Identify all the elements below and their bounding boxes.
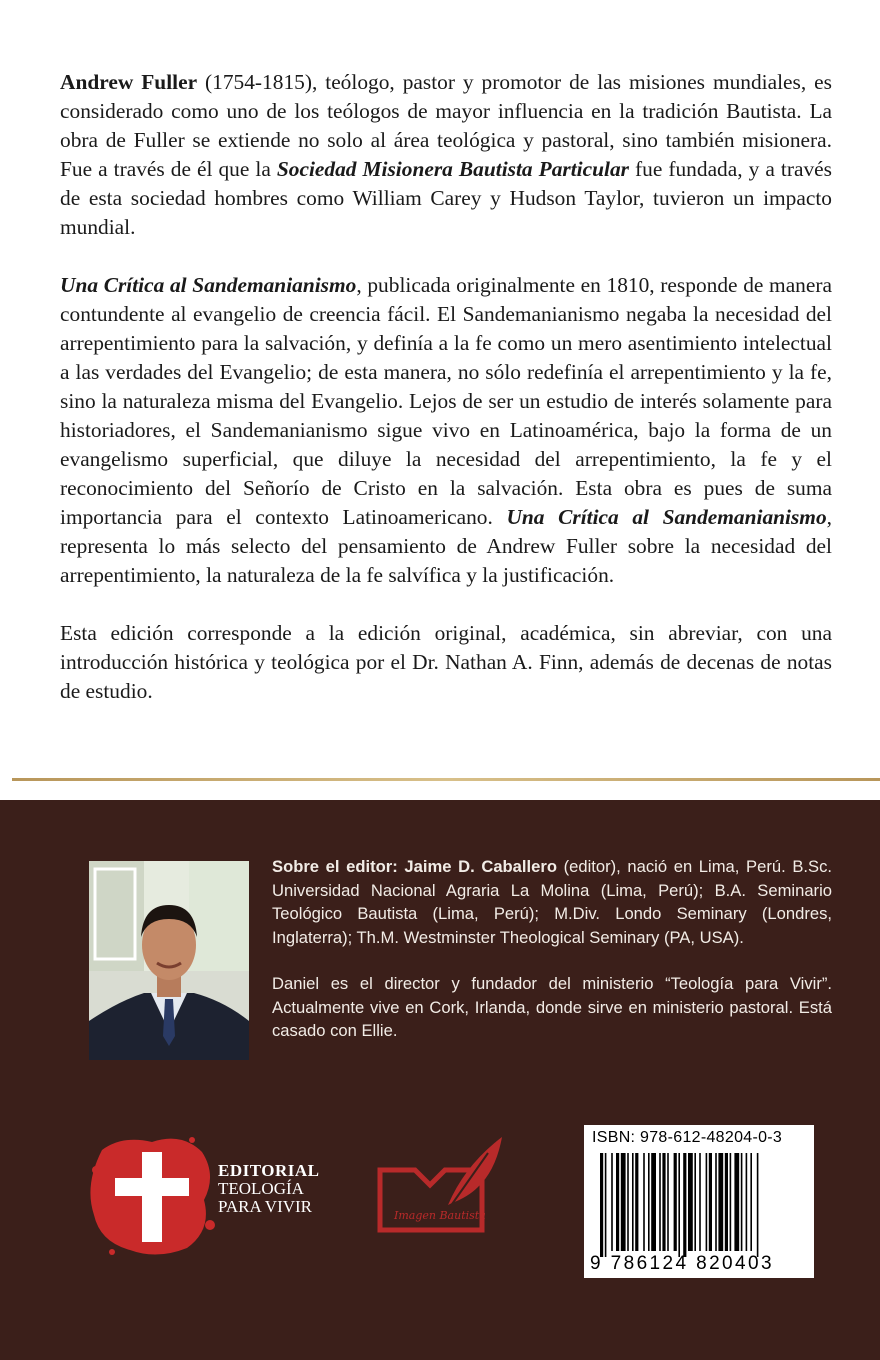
- editor-photo: [89, 861, 249, 1060]
- barcode-bar: [605, 1153, 607, 1257]
- description-paragraph-1: Andrew Fuller (1754-1815), teólogo, pastor y promotor de las misiones mundiales, es considerado como uno de los teólogos de mayor influencia en la tradición Bautista. La obra de Fuller se extiende no solo al área teológica y pastoral, sino también misionera. Fue a través de él que la Sociedad Misionera Bautista Particular fue fundada, y a través de esta sociedad hombres como William Carey y Hudson Taylor, tuvieron un impacto mundial.: [60, 70, 832, 239]
- barcode-bar: [709, 1153, 712, 1251]
- barcode-bar: [750, 1153, 752, 1251]
- barcode-digits: 9 786124 820403: [590, 1253, 774, 1274]
- imagen-bautista-logo: [370, 1135, 510, 1235]
- isbn-label: ISBN: 978-612-48204-0-3: [592, 1129, 783, 1146]
- imprint-logo-text: Imagen Bautista: [394, 1209, 486, 1222]
- editorial-line-3: PARA VIVIR: [218, 1197, 313, 1216]
- editorial-name: [218, 1162, 328, 1216]
- barcode-bar: [621, 1153, 626, 1251]
- editor-bio: [272, 855, 832, 1066]
- editor-portrait-image: [89, 861, 249, 1060]
- barcode-bar: [632, 1153, 634, 1251]
- editor-bio-paragraph-1: Sobre el editor: Jaime D. Caballero (editor), nació en Lima, Perú. B.Sc. Universidad Nacional Agraria La Molina (Lima, Perú); B.A. Seminario Teológico Bautista (Lima, Perú); M.Div. Londo Seminary (Londres, Inglaterra); Th.M. Westminster Theological Seminary (PA, USA).: [272, 857, 832, 947]
- book-title: Una Crítica al Sandemanianismo: [60, 273, 357, 297]
- gold-divider: [12, 778, 880, 781]
- author-name: Andrew Fuller: [60, 70, 198, 94]
- barcode-bar: [746, 1153, 748, 1251]
- barcode-bar: [611, 1153, 613, 1251]
- description-paragraph-3: Esta edición corresponde a la edición original, académica, sin abreviar, con una introducción histórica y teológica por el Dr. Nathan A. Finn, además de decenas de notas de estudio.: [60, 621, 832, 703]
- barcode-bar: [635, 1153, 638, 1251]
- barcode-bar: [662, 1153, 665, 1251]
- barcode-bar: [659, 1153, 661, 1251]
- description-paragraph-2: Una Crítica al Sandemanianismo, publicada originalmente en 1810, responde de manera contundente al evangelio de creencia fácil. El Sandemanianismo negaba la necesidad del arrepentimiento para la salvación, y definía a la fe como un mero asentimiento intelectual a las verdades del Evangelio; de esta manera, no sólo redefinía el arrepentimiento y la fe, sino la naturaleza misma del Evangelio. Lejos de ser un estudio de interés solamente para historiadores, el Sandemanianismo sigue vivo en Latinoamérica, bajo la forma de un evangelismo superficial, que diluye la necesidad del arrepentimiento, la fe y el reconocimiento del Señorío de Cristo en la salvación. Esta obra es pues de suma importancia para el contexto Latinoamericano. Una Crítica al Sandemanianismo, representa lo más selecto del pensamiento de Andrew Fuller sobre la necesidad del arrepentimiento, la naturaleza de la fe salvífica y la justificación.: [60, 273, 832, 587]
- editorial-line-1: EDITORIAL: [218, 1161, 320, 1180]
- barcode-bar: [651, 1153, 656, 1251]
- barcode-bar: [741, 1153, 743, 1251]
- barcode-bar: [688, 1153, 693, 1251]
- barcode-bar: [667, 1153, 669, 1251]
- barcode-bar: [600, 1153, 603, 1257]
- barcode-bar: [678, 1153, 680, 1257]
- quill-logo-icon: [370, 1135, 510, 1235]
- editor-bio-paragraph-2: Daniel es el director y fundador del ministerio “Teología para Vivir”. Actualmente vive en Cork, Irlanda, donde sirve en ministerio pastoral. Está casado con Ellie.: [272, 974, 832, 1040]
- barcode-bar: [674, 1153, 677, 1251]
- cross-logo-icon: [82, 1130, 222, 1260]
- barcode-bar: [616, 1153, 619, 1251]
- barcode-bar: [699, 1153, 701, 1251]
- barcode-bar: [718, 1153, 723, 1251]
- barcode-bar: [648, 1153, 650, 1251]
- barcode-bar: [706, 1153, 708, 1251]
- barcode-bar: [683, 1153, 686, 1257]
- barcode-bar: [715, 1153, 717, 1251]
- barcode-bar: [757, 1153, 759, 1257]
- isbn-barcode: [584, 1125, 814, 1278]
- editorial-line-2: TEOLOGÍA: [218, 1179, 304, 1198]
- book-title-repeat: Una Crítica al Sandemanianismo: [506, 505, 827, 529]
- barcode-bar: [643, 1153, 645, 1251]
- barcode-bar: [730, 1153, 732, 1251]
- barcode-bar: [734, 1153, 739, 1251]
- barcode-bar: [725, 1153, 728, 1251]
- editor-heading: Sobre el editor: Jaime D. Caballero: [272, 857, 557, 876]
- barcode-bar: [627, 1153, 629, 1251]
- society-name: Sociedad Misionera Bautista Particular: [276, 157, 629, 181]
- description-text: [60, 68, 832, 735]
- barcode-bar: [694, 1153, 696, 1251]
